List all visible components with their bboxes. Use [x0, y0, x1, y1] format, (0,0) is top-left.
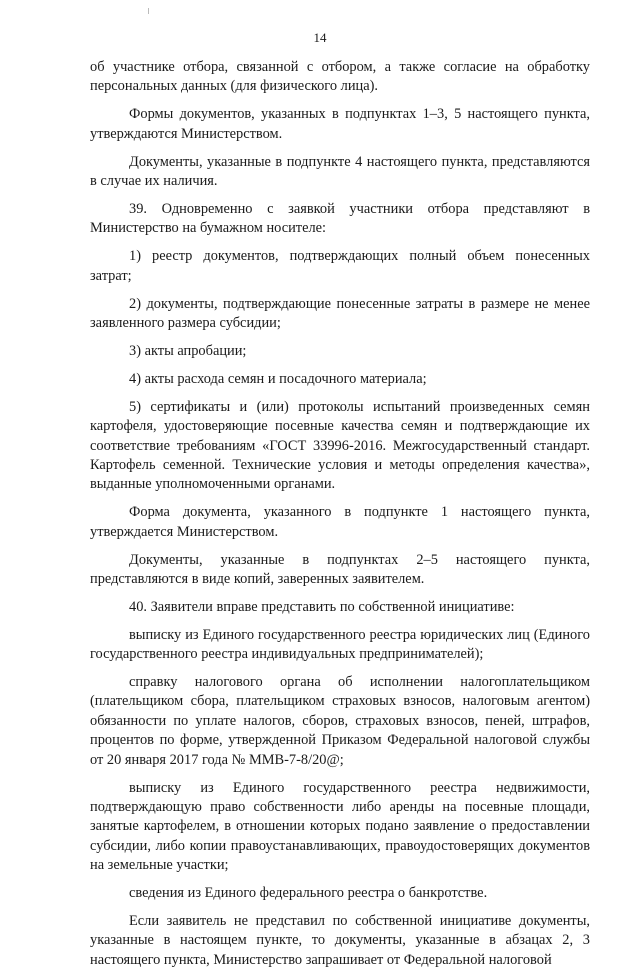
paragraph-ministry-request: Если заявитель не представил по собственной инициативе документы, указанные в настоящем пункте, то документы, указанные в абзацах 2, 3 настоящего пункта, Министерство запрашивает от Федеральной налоговой: [90, 913, 590, 968]
list-item-tax-certificate: справку налогового органа об исполнении налогоплательщиком (плательщиком сбора, плательщиком страховых взносов, налоговым агентом) обязанности по уплате налогов, сборов, страховых взносов, пеней, штрафов, процентов по форме, утвержденной Приказом Федеральной налоговой службы от 20 января 2017 года № ММВ-7-8/20@;: [90, 674, 590, 768]
list-item-5: 5) сертификаты и (или) протоколы испытаний произведенных семян картофеля, удостоверяющие посевные качества семян и подтверждающие их соответствие требованиям «ГОСТ 33996-2016. Межгосударственный стандарт. Картофель семенной. Технические условия и методы определения качества», выданные уполномоченными органами.: [90, 398, 590, 493]
document-body: [90, 58, 590, 970]
paragraph-forms-approval: Формы документов, указанных в подпунктах 1–3, 5 настоящего пункта, утверждаются Министерством.: [90, 106, 590, 142]
paragraph-item-40: 40. Заявители вправе представить по собственной инициативе:: [129, 598, 515, 615]
list-item-1: 1) реестр документов, подтверждающих полный объем понесенных затрат;: [90, 248, 590, 284]
paragraph-subitem4-docs: Документы, указанные в подпункте 4 настоящего пункта, представляются в случае их наличия.: [90, 153, 590, 190]
scan-mark: [148, 8, 149, 14]
paragraph-form-approval: Форма документа, указанного в подпункте 1 настоящего пункта, утверждается Министерством.: [90, 504, 590, 540]
paragraph-copies: Документы, указанные в подпунктах 2–5 настоящего пункта, представляются в виде копий, заверенных заявителем.: [90, 551, 590, 587]
paragraph-item-39: 39. Одновременно с заявкой участники отбора представляют в Министерство на бумажном носителе:: [90, 200, 590, 237]
paragraph-continuation: об участнике отбора, связанной с отбором, а также согласие на обработку персональных данных (для физического лица).: [90, 59, 590, 95]
list-item-egrn: выписку из Единого государственного реестра недвижимости, подтверждающую право собственности либо аренды на посевные площади, занятые картофелем, в отношении которых подано заявление о предоставлении субсидии, либо копии правоустанавливающих, правоудостоверящих документов на земельные участки;: [90, 779, 590, 874]
list-item-egrul: выписку из Единого государственного реестра юридических лиц (Единого государственного реестра индивидуальных предпринимателей);: [90, 626, 590, 663]
list-item-4: 4) акты расхода семян и посадочного материала;: [129, 370, 427, 387]
list-item-3: 3) акты апробации;: [129, 342, 247, 359]
list-item-2: 2) документы, подтверждающие понесенные затраты в размере не менее заявленного размера субсидии;: [90, 295, 590, 331]
list-item-bankruptcy: сведения из Единого федерального реестра о банкротстве.: [129, 885, 488, 902]
page-number: 14: [313, 30, 327, 45]
